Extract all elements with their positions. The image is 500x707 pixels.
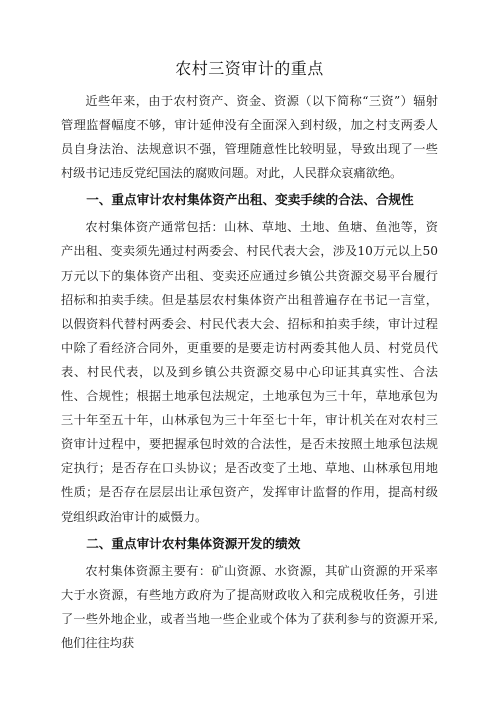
section-heading-2: 二、重点审计农村集体资源开发的绩效 [86,535,301,551]
document-title: 农村三资审计的重点 [175,59,324,78]
intro-paragraph: 近些年来，由于农村资产、资金、资源（以下简称“三资”）辐射管理监督幅度不够，审计延伸没有全面深入到村级，加之村支两委人员自身法治、法规意识不强，管理随意性比较明显，导致出现了一些村级书记违反党纪国法的腐败问题。对此，人民群众哀痛欲绝。 [61,94,438,181]
section-body-1: 农村集体资产通常包括：山林、草地、土地、鱼塘、鱼池等，资产出租、变卖须先通过村两委会、村民代表大会，涉及10万元以上50万元以下的集体资产出租、变卖还应通过乡镇公共资源交易平台履行招标和拍卖手续。但是基层农村集体资产出租普遍存在书记一言堂，以假资料代替村两委会、村民代表大会、招标和拍卖手续，审计过程中除了看经济合同外，更重要的是要走访村两委其他人员、村党员代表、村民代表，以及到乡镇公共资源交易中心印证其真实性、合法性、合规性；根据土地承包法规定，土地承包为三十年，草地承包为三十年至五十年，山林承包为三十年至七十年，审计机关在对农村三资审计过程中，要把握承包时效的合法性，是否未按照土地承包法规定执行；是否存在口头协议；是否改变了土地、草地、山林承包用地性质；是否存在层层出让承包资产，发挥审计监督的作用，提高村级党组织政治审计的威慑力。 [61,220,438,524]
section-body-2: 农村集体资源主要有：矿山资源、水资源，其矿山资源的开采率大于水资源，有些地方政府为了提高财政收入和完成税收任务，引进了一些外地企业，或者当地一些企业或个体为了获利参与的资源开采,他们往往均获 [61,563,438,650]
document-content [61,58,438,655]
section-heading-1: 一、重点审计农村集体资产出租、变卖手续的合法、合规性 [86,192,414,208]
